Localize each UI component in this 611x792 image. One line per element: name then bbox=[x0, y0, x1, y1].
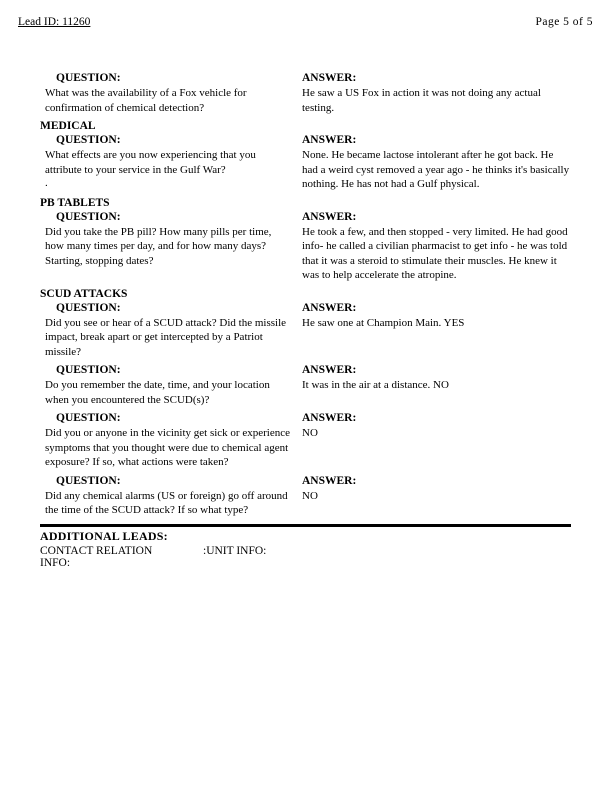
qa-block bbox=[40, 72, 571, 115]
qa-block bbox=[40, 211, 571, 283]
answer-text: NO bbox=[302, 427, 318, 440]
qa-block bbox=[40, 475, 571, 518]
question-text: Did you see or hear of a SCUD attack? Did the missile impact, break apart or get intercepted by a Patriot missile? bbox=[45, 316, 287, 358]
answer-column bbox=[302, 211, 571, 283]
question-label: QUESTION: bbox=[56, 412, 121, 425]
question-label: QUESTION: bbox=[56, 474, 121, 487]
question-column bbox=[40, 475, 290, 518]
answer-column bbox=[302, 72, 571, 115]
question-column bbox=[40, 72, 290, 115]
document-header bbox=[18, 16, 593, 28]
question-label: QUESTION: bbox=[56, 301, 121, 314]
lead-id: Lead ID: 11260 bbox=[18, 16, 91, 28]
contact-relation-info-label: CONTACT RELATION INFO: bbox=[40, 544, 153, 569]
qa-block bbox=[40, 302, 571, 360]
question-column bbox=[40, 134, 290, 192]
question-note: . bbox=[45, 177, 48, 190]
answer-text: NO bbox=[302, 489, 318, 502]
unit-info-label: :UNIT INFO: bbox=[203, 544, 267, 557]
qa-block bbox=[40, 412, 571, 470]
qa-area bbox=[40, 72, 571, 518]
answer-text: None. He became lactose intolerant after he got back. He had a weird cyst removed a year ago - he thinks it's basically nothing. He has not had a Gulf physical. bbox=[302, 149, 570, 191]
answer-label: ANSWER: bbox=[302, 474, 357, 487]
answer-label: ANSWER: bbox=[302, 134, 357, 147]
question-text: What effects are you now experiencing that you attribute to your service in the Gulf War? bbox=[45, 149, 256, 176]
question-text: What was the availability of a Fox vehicle for confirmation of chemical detection? bbox=[45, 87, 247, 114]
section-title-scud-attacks: SCUD ATTACKS bbox=[40, 287, 128, 300]
section-title-pb-tablets: PB TABLETS bbox=[40, 196, 110, 209]
page-number: Page 5 of 5 bbox=[535, 16, 593, 28]
additional-leads-section bbox=[40, 524, 571, 569]
answer-text: He saw a US Fox in action it was not doing any actual testing. bbox=[302, 87, 541, 114]
answer-column bbox=[302, 364, 571, 407]
answer-label: ANSWER: bbox=[302, 72, 357, 84]
answer-column bbox=[302, 412, 571, 470]
section-title-medical: MEDICAL bbox=[40, 120, 96, 133]
answer-text: It was in the air at a distance. NO bbox=[302, 379, 449, 392]
question-column bbox=[40, 302, 290, 360]
answer-column bbox=[302, 134, 571, 192]
footer-row bbox=[40, 545, 571, 569]
question-column bbox=[40, 364, 290, 407]
answer-label: ANSWER: bbox=[302, 364, 357, 377]
question-label: QUESTION: bbox=[56, 210, 121, 223]
answer-label: ANSWER: bbox=[302, 210, 357, 223]
answer-label: ANSWER: bbox=[302, 412, 357, 425]
question-text: Did you or anyone in the vicinity get sick or experience symptoms that you thought were due to chemical agent exposure? If so, what actions were taken? bbox=[45, 427, 290, 469]
answer-label: ANSWER: bbox=[302, 301, 357, 314]
question-text: Did any chemical alarms (US or foreign) go off around the time of the SCUD attack? If so what type? bbox=[45, 489, 288, 517]
question-label: QUESTION: bbox=[56, 72, 121, 84]
question-text: Do you remember the date, time, and your location when you encountered the SCUD(s)? bbox=[45, 379, 270, 406]
answer-column bbox=[302, 302, 571, 360]
qa-block bbox=[40, 364, 571, 407]
answer-column bbox=[302, 475, 571, 518]
answer-text: He took a few, and then stopped - very limited. He had good info- he called a civilian pharmacist to get info - he was told that it was a steroid to stimulate their muscles. He knew it was to help accelerate the atropine. bbox=[302, 225, 568, 282]
question-label: QUESTION: bbox=[56, 134, 121, 147]
question-text: Did you take the PB pill? How many pills per time, how many times per day, and for how many days? Starting, stopping dates? bbox=[45, 225, 272, 267]
question-label: QUESTION: bbox=[56, 364, 121, 377]
question-column bbox=[40, 211, 290, 283]
additional-leads-label: ADDITIONAL LEADS: bbox=[40, 528, 168, 543]
question-column bbox=[40, 412, 290, 470]
answer-text: He saw one at Champion Main. YES bbox=[302, 316, 465, 329]
qa-block bbox=[40, 134, 571, 192]
